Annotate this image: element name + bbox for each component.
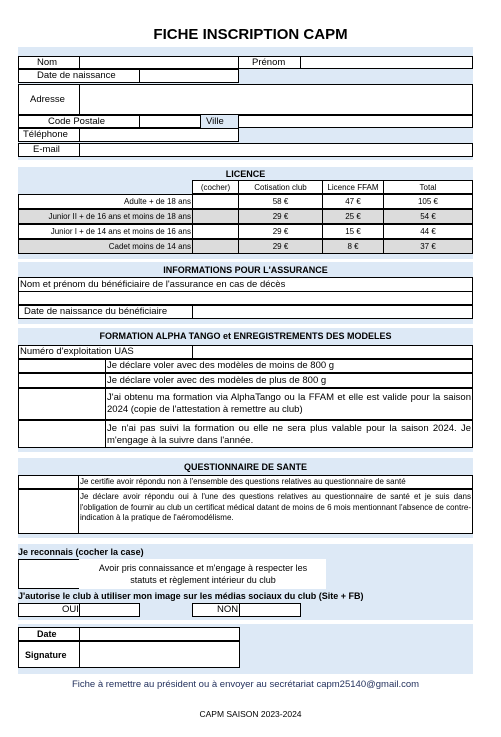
licence-total-value: 37 € bbox=[420, 242, 436, 251]
nom-field[interactable] bbox=[79, 56, 239, 69]
image-title: J'autorise le club à utiliser mon image sur les médias sociaux du club (Site + FB) bbox=[18, 591, 364, 601]
formation-check-2[interactable] bbox=[18, 373, 106, 388]
formation-text-1: Je déclare voler avec des modèles de moins de 800 g bbox=[107, 360, 335, 371]
licence-header: Cotisation club bbox=[254, 183, 307, 192]
licence-checkbox[interactable] bbox=[192, 194, 239, 209]
licence-total-value: 54 € bbox=[420, 212, 436, 221]
licence-ffam-value: 15 € bbox=[345, 227, 361, 236]
ville-field[interactable] bbox=[238, 115, 473, 128]
licence-ffam-value: 8 € bbox=[347, 242, 359, 251]
prenom-label: Prénom bbox=[252, 57, 286, 68]
formation-text-3: J'ai obtenu ma formation via AlphaTango ou la FFAM et elle est valide pour la saison 2024 (copie de l'attestation à remettre au club) bbox=[107, 392, 471, 415]
footer-note bbox=[18, 679, 473, 691]
footer-email[interactable]: capm25140@gmail.com bbox=[316, 679, 420, 690]
licence-row-label: Junior II + de 16 ans et moins de 18 ans bbox=[48, 212, 191, 221]
licence-club-value: 29 € bbox=[272, 242, 289, 251]
email-label: E-mail bbox=[33, 144, 60, 155]
reconnais-text: Avoir pris connaissance et m'engage à respecter les statuts et règlement intérieur du club bbox=[98, 563, 308, 585]
licence-club-value: 29 € bbox=[272, 212, 289, 221]
adresse-label: Adresse bbox=[30, 94, 65, 105]
licence-row-label: Junior I + de 14 ans et moins de 16 ans bbox=[50, 227, 191, 236]
sante-title: QUESTIONNAIRE DE SANTE bbox=[183, 462, 307, 472]
assurance-title: INFORMATIONS POUR L'ASSURANCE bbox=[163, 265, 328, 275]
page-title: FICHE INSCRIPTION CAPM bbox=[153, 26, 348, 43]
reconnais-title: Je reconnais (cocher la case) bbox=[18, 547, 144, 557]
signature-label: Signature bbox=[25, 650, 67, 660]
oui-label: OUI bbox=[62, 604, 79, 615]
nom-label: Nom bbox=[37, 57, 58, 68]
formation-check-3[interactable] bbox=[18, 388, 106, 420]
naissance-label: Date de naissance bbox=[37, 70, 116, 81]
beneficiaire-label: Nom et prénom du bénéficiaire de l'assurance en cas de décès bbox=[20, 279, 286, 290]
non-checkbox[interactable] bbox=[239, 603, 301, 617]
signature-field[interactable] bbox=[79, 641, 240, 668]
licence-club-value: 29 € bbox=[272, 227, 289, 236]
licence-checkbox[interactable] bbox=[192, 209, 239, 224]
tel-label: Téléphone bbox=[23, 129, 68, 140]
sante-check-1[interactable] bbox=[18, 475, 79, 489]
formation-title: FORMATION ALPHA TANGO et ENREGISTREMENTS DES MODELES bbox=[99, 331, 392, 341]
formation-check-4[interactable] bbox=[18, 420, 106, 448]
sante-text-2: Je déclare avoir répondu oui à l'une des questions relatives au questionnaire de santé et je suis dans l'obligation de fournir au club un certificat médical datant de moins de 6 mois mentionnant l'absence de contre-indication à la pratique de l'aéromodélisme. bbox=[80, 492, 471, 522]
licence-row-label: Adulte + de 18 ans bbox=[124, 197, 191, 206]
divider bbox=[18, 291, 473, 292]
cp-field[interactable] bbox=[139, 115, 201, 128]
tel-field[interactable] bbox=[79, 128, 239, 142]
cp-label: Code Postale bbox=[48, 116, 106, 127]
naissance-field[interactable] bbox=[139, 69, 239, 83]
date-label: Date bbox=[37, 629, 57, 639]
licence-header: Licence FFAM bbox=[327, 183, 379, 192]
licence-total-value: 44 € bbox=[420, 227, 436, 236]
licence-header: Total bbox=[419, 183, 437, 192]
licence-ffam-value: 25 € bbox=[345, 212, 361, 221]
date-field[interactable] bbox=[79, 627, 240, 641]
licence-total-value: 105 € bbox=[417, 197, 439, 206]
formation-text-2: Je déclare voler avec des modèles de plus de 800 g bbox=[107, 375, 327, 386]
formation-check-1[interactable] bbox=[18, 359, 106, 373]
ville-label: Ville bbox=[206, 116, 224, 127]
oui-checkbox[interactable] bbox=[79, 603, 140, 617]
footer-saison: CAPM SAISON 2023-2024 bbox=[199, 709, 302, 719]
uas-field[interactable] bbox=[192, 345, 473, 359]
sante-text-1: Je certifie avoir répondu non à l'ensemble des questions relatives au questionnaire de santé bbox=[80, 477, 406, 486]
licence-header: (cocher) bbox=[200, 183, 231, 192]
email-field[interactable] bbox=[79, 143, 473, 157]
licence-checkbox[interactable] bbox=[192, 224, 239, 239]
benef-naissance-field[interactable] bbox=[192, 305, 473, 319]
prenom-field[interactable] bbox=[300, 56, 473, 69]
licence-checkbox[interactable] bbox=[192, 239, 239, 254]
non-label: NON bbox=[217, 604, 239, 615]
adresse-field[interactable] bbox=[79, 84, 473, 115]
footer-text: Fiche à remettre au président ou à envoyer au secrétariat bbox=[71, 679, 317, 690]
benef-naissance-label: Date de naissance du bénéficiaire bbox=[24, 306, 168, 317]
licence-ffam-value: 47 € bbox=[345, 197, 361, 206]
licence-club-value: 58 € bbox=[272, 197, 289, 206]
reconnais-checkbox[interactable] bbox=[18, 559, 80, 589]
licence-title: LICENCE bbox=[225, 169, 266, 179]
licence-row-label: Cadet moins de 14 ans bbox=[108, 242, 191, 251]
sante-check-2[interactable] bbox=[18, 489, 79, 534]
uas-label: Numéro d'exploitation UAS bbox=[20, 346, 134, 357]
formation-text-4: Je n'ai pas suivi la formation ou elle ne sera plus valable pour la saison 2024. Je m'engage à la suivre dans l'année. bbox=[107, 423, 471, 446]
